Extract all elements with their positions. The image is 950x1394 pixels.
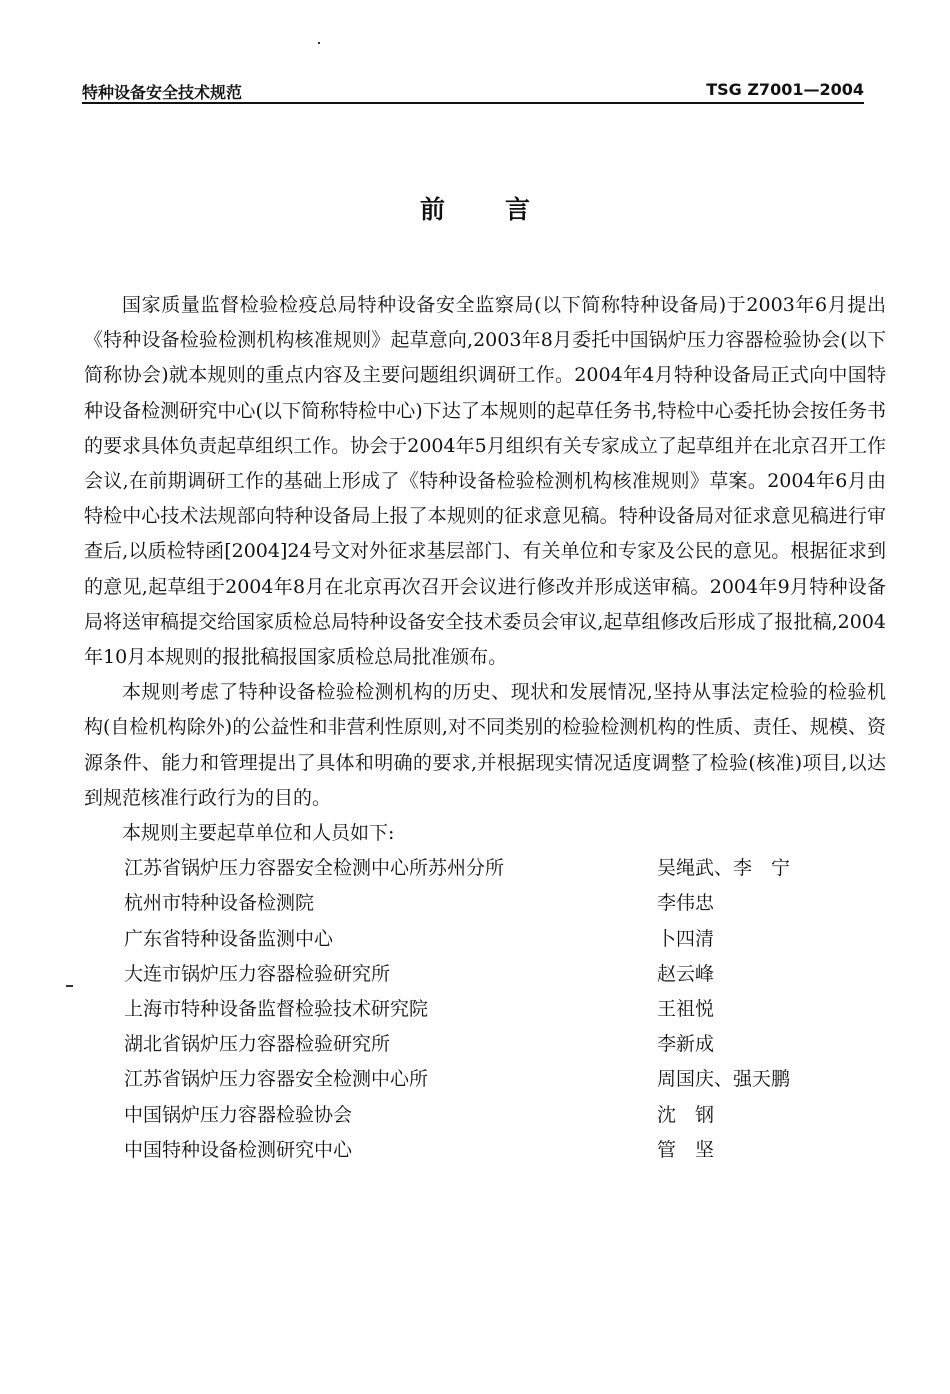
drafter-unit: 杭州市特种设备检测院 [124,892,315,915]
header-standard-code: TSG Z7001—2004 [706,80,864,99]
scan-speck [66,985,73,987]
drafter-unit: 湖北省锅炉压力容器检验研究所 [124,1033,391,1056]
page-title [0,190,950,226]
drafter-people: 沈 钢 [657,1103,715,1126]
drafter-unit: 江苏省锅炉压力容器安全检测中心所苏州分所 [124,857,505,880]
drafter-row [84,886,886,921]
header-standard-type: 特种设备安全技术规范 [82,83,243,102]
drafters-intro: 本规则主要起草单位和人员如下: [122,822,395,845]
drafter-people: 王祖悦 [657,998,715,1020]
title-char-2: 言 [505,195,531,224]
drafter-people: 卜四清 [657,927,715,950]
drafter-people: 李伟忠 [657,892,715,915]
page-header [82,80,864,104]
paragraph-principles: 本规则考虑了特种设备检验检测机构的历史、现状和发展情况,坚持从事法定检验的检验机构(自检机构除外)的公益性和非营利性原则,对不同类别的检验检测机构的性质、责任、规模、资源条件、能力和管理提出了具体和明确的要求,并根据现实情况适度调整了检验(核准)项目,以达到规范核准行政行为的目的。 [84,681,886,809]
drafter-unit: 上海市特种设备监督检验技术研究院 [124,998,429,1020]
drafter-row [84,1027,886,1062]
drafter-unit: 江苏省锅炉压力容器安全检测中心所 [124,1068,429,1091]
drafter-unit: 大连市锅炉压力容器检验研究所 [124,962,391,985]
drafter-people: 周国庆、强天鹏 [657,1068,791,1091]
drafter-row [84,922,886,957]
preface-body [84,288,886,1168]
drafter-row [84,957,886,992]
drafter-row [84,1098,886,1133]
drafter-row [84,1133,886,1168]
drafter-people: 吴绳武、李 宁 [657,857,791,880]
drafter-row [84,851,886,886]
title-char-1: 前 [419,195,445,224]
drafters-list [84,851,886,1168]
drafter-unit: 中国特种设备检测研究中心 [124,1138,353,1161]
drafter-row [84,1062,886,1097]
drafter-row [84,992,886,1027]
drafter-unit: 广东省特种设备监测中心 [124,927,334,950]
drafter-unit: 中国锅炉压力容器检验协会 [124,1103,353,1126]
scan-speck [318,42,320,44]
drafter-people: 李新成 [657,1033,715,1056]
paragraph-history: 国家质量监督检验检疫总局特种设备安全监察局(以下简称特种设备局)于2003年6月提出《特种设备检验检测机构核准规则》起草意向,2003年8月委托中国锅炉压力容器检验协会(以下简称协会)就本规则的重点内容及主要问题组织调研工作。2004年4月特种设备局正式向中国特种设备检测研究中心(以下简称特检中心)下达了本规则的起草任务书,特检中心委托协会按任务书的要求具体负责起草组织工作。协会于2004年5月组织有关专家成立了起草组并在北京召开工作会议,在前期调研工作的基础上形成了《特种设备检验检测机构核准规则》草案。2004年6月由特检中心技术法规部向特种设备局上报了本规则的征求意见稿。特种设备局对征求意见稿进行审查后,以质检特函[2004]24号文对外征求基层部门、有关单位和专家及公民的意见。根据征求到的意见,起草组于2004年8月在北京再次召开会议进行修改并形成送审稿。2004年9月特种设备局将送审稿提交给国家质检总局特种设备安全技术委员会审议,起草组修改后形成了报批稿,2004年10月本规则的报批稿报国家质检总局批准颁布。 [84,294,886,669]
drafter-people: 赵云峰 [657,962,715,985]
drafter-people: 管 坚 [657,1138,715,1161]
